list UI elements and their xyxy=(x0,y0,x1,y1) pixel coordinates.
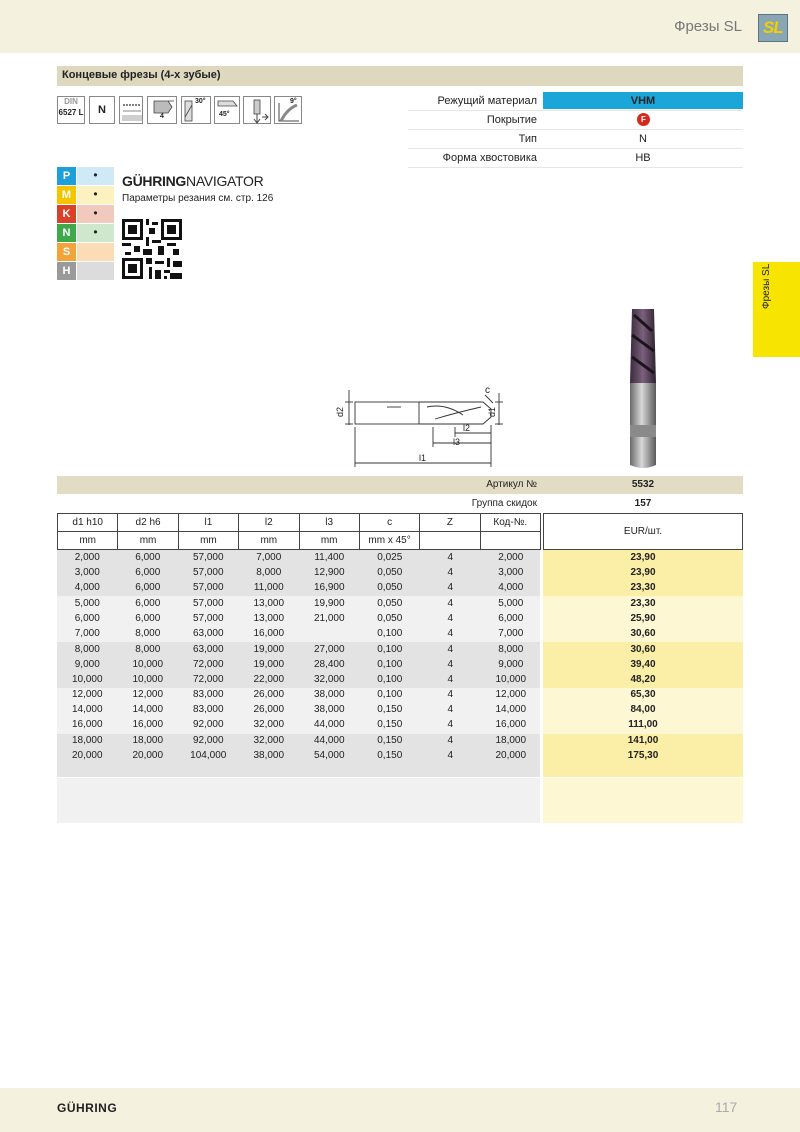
table-cell: 5,000 xyxy=(498,598,524,609)
type-value: N xyxy=(639,133,647,145)
table-cell: 44,000 xyxy=(313,719,345,730)
table-cell: 8,000 xyxy=(135,644,161,655)
footer-bar xyxy=(0,1088,800,1132)
material-suitability xyxy=(77,262,114,280)
table-cell: 38,000 xyxy=(253,750,285,761)
label-l2: l2 xyxy=(463,423,471,433)
unit-cell: mm xyxy=(239,532,299,550)
price-cell: 111,00 xyxy=(628,719,658,730)
table-cell: 0,050 xyxy=(377,582,403,593)
ramp-angle-label: 9° xyxy=(290,98,297,105)
price-cell: 65,30 xyxy=(630,689,656,700)
material-suitability: • xyxy=(77,167,114,185)
table-cell: 4 xyxy=(447,644,454,655)
unit-cell xyxy=(480,532,540,550)
section-title: Концевые фрезы (4-х зубые) xyxy=(62,69,221,81)
unit-cell: mm xyxy=(299,532,359,550)
side-tab[interactable] xyxy=(753,262,800,357)
page-number: 117 xyxy=(715,1099,738,1115)
label-l1: l1 xyxy=(419,453,427,463)
material-suitability: • xyxy=(77,186,114,204)
table-cell: 14,000 xyxy=(495,704,527,715)
price-cell: 175,30 xyxy=(627,750,659,761)
label-d1: d1 xyxy=(487,406,498,418)
divider xyxy=(408,148,743,149)
discount-group-label: Группа скидок xyxy=(471,498,537,509)
table-cell: 12,000 xyxy=(132,689,164,700)
table-cell: 57,000 xyxy=(192,552,224,563)
table-cell: 4,000 xyxy=(498,582,524,593)
column-header: d1 h10 xyxy=(58,514,118,532)
end-mill-photo xyxy=(626,305,660,475)
table-cell: 14,000 xyxy=(132,704,164,715)
table-cell: 0,100 xyxy=(377,659,403,670)
table-cell: 3,000 xyxy=(74,567,100,578)
cutting-material-value: VHM xyxy=(630,95,656,107)
material-suitability: • xyxy=(77,205,114,223)
table-cell: 6,000 xyxy=(135,552,161,563)
unit-cell: mm x 45° xyxy=(359,532,419,550)
table-cell: 4 xyxy=(447,628,454,639)
unit-cell: mm xyxy=(118,532,178,550)
table-cell: 6,000 xyxy=(135,567,161,578)
material-group-k: K xyxy=(57,205,76,223)
column-header: d2 h6 xyxy=(118,514,178,532)
table-cell: 22,000 xyxy=(253,674,285,685)
header-title: Фрезы SL xyxy=(674,18,742,35)
table-cell: 0,100 xyxy=(377,644,403,655)
table-cell: 72,000 xyxy=(192,659,224,670)
unit-cell xyxy=(420,532,480,550)
table-row xyxy=(57,718,743,733)
table-cell: 6,000 xyxy=(135,582,161,593)
table-cell: 8,000 xyxy=(256,567,282,578)
stock-profile-icon xyxy=(119,96,143,124)
table-cell: 12,000 xyxy=(495,689,527,700)
table-cell: 4 xyxy=(447,552,454,563)
sl-logo xyxy=(758,14,788,42)
divider xyxy=(408,129,743,130)
qr-code-icon[interactable] xyxy=(122,219,182,284)
table-cell: 11,400 xyxy=(314,552,345,563)
table-cell: 9,000 xyxy=(74,659,100,670)
table-cell: 72,000 xyxy=(192,674,224,685)
table-cell: 18,000 xyxy=(495,735,527,746)
table-cell: 26,000 xyxy=(253,689,285,700)
table-cell: 16,000 xyxy=(132,719,164,730)
material-group-h: H xyxy=(57,262,76,280)
table-cell: 4 xyxy=(447,659,454,670)
spec-table-header xyxy=(57,513,541,550)
table-cell: 0,050 xyxy=(377,567,403,578)
table-cell: 4 xyxy=(447,704,454,715)
table-cell: 63,000 xyxy=(192,644,224,655)
table-cell: 8,000 xyxy=(74,644,100,655)
table-cell: 44,000 xyxy=(313,735,345,746)
table-cell: 0,150 xyxy=(377,719,403,730)
din-number: 6527 L xyxy=(58,108,84,117)
type-n-icon: N xyxy=(89,96,115,124)
table-cell: 57,000 xyxy=(192,582,224,593)
table-cell: 10,000 xyxy=(71,674,103,685)
chamfer-icon xyxy=(214,96,240,124)
label-c: c xyxy=(485,385,490,396)
table-cell: 19,900 xyxy=(313,598,345,609)
table-row xyxy=(57,643,743,658)
table-cell: 83,000 xyxy=(192,689,224,700)
navigator-brand: GÜHRING xyxy=(122,173,187,189)
column-header: Z xyxy=(420,514,480,532)
table-cell: 19,000 xyxy=(253,659,285,670)
table-cell: 16,000 xyxy=(253,628,285,639)
table-cell: 16,000 xyxy=(71,719,103,730)
table-cell: 7,000 xyxy=(256,552,282,563)
table-cell: 8,000 xyxy=(498,644,524,655)
table-cell: 6,000 xyxy=(135,598,161,609)
table-cell: 16,900 xyxy=(313,582,345,593)
price-cell: 23,30 xyxy=(630,598,656,609)
row-band xyxy=(57,778,540,823)
table-cell: 6,000 xyxy=(74,613,100,624)
divider xyxy=(408,110,743,111)
table-cell: 26,000 xyxy=(253,704,285,715)
coating-label: Покрытие xyxy=(486,114,537,126)
navigator-suffix: NAVIGATOR xyxy=(186,173,264,189)
column-header: l3 xyxy=(299,514,359,532)
price-cell: 141,00 xyxy=(627,735,659,746)
table-cell: 5,000 xyxy=(74,598,100,609)
flutes-count: 4 xyxy=(160,113,164,120)
price-cell: 23,30 xyxy=(630,582,656,593)
table-cell: 18,000 xyxy=(71,735,103,746)
helix-angle-icon xyxy=(181,96,211,124)
table-cell: 6,000 xyxy=(498,613,524,624)
table-cell: 9,000 xyxy=(498,659,524,670)
sl-logo-text: SL xyxy=(763,18,783,37)
column-header: l1 xyxy=(178,514,238,532)
table-cell: 7,000 xyxy=(74,628,100,639)
material-group-m: M xyxy=(57,186,76,204)
footer-logo: GÜHRING xyxy=(57,1101,118,1115)
table-cell: 2,000 xyxy=(74,552,100,563)
table-cell: 0,100 xyxy=(377,674,403,685)
table-cell: 20,000 xyxy=(71,750,103,761)
table-cell: 7,000 xyxy=(498,628,524,639)
table-cell: 16,000 xyxy=(495,719,527,730)
table-cell: 0,150 xyxy=(377,750,403,761)
price-cell: 23,90 xyxy=(630,567,656,578)
table-cell: 4 xyxy=(447,719,454,730)
table-cell: 19,000 xyxy=(253,644,285,655)
table-cell: 28,400 xyxy=(313,659,345,670)
article-label: Артикул № xyxy=(486,479,537,490)
chamfer-label: 45° xyxy=(219,111,230,118)
ramp-angle-icon xyxy=(274,96,302,124)
price-header: EUR/шт. xyxy=(543,513,743,550)
table-cell: 4 xyxy=(447,613,454,624)
shank-value: HB xyxy=(635,152,651,164)
table-cell: 57,000 xyxy=(192,567,224,578)
table-cell: 20,000 xyxy=(132,750,164,761)
table-cell: 57,000 xyxy=(192,598,224,609)
helix-angle-label: 30° xyxy=(195,98,206,105)
table-row xyxy=(57,673,743,688)
table-row xyxy=(57,749,743,764)
table-cell: 32,000 xyxy=(253,719,285,730)
table-cell: 12,000 xyxy=(71,689,103,700)
material-suitability xyxy=(77,243,114,261)
table-cell: 10,000 xyxy=(495,674,527,685)
table-cell: 92,000 xyxy=(192,719,224,730)
shank-label: Форма хвостовика xyxy=(442,152,537,164)
table-row xyxy=(57,551,743,566)
table-cell: 13,000 xyxy=(253,598,285,609)
table-cell: 0,050 xyxy=(377,598,403,609)
table-cell: 8,000 xyxy=(135,628,161,639)
table-cell: 4,000 xyxy=(74,582,100,593)
table-cell: 32,000 xyxy=(253,735,285,746)
table-cell: 104,000 xyxy=(190,750,227,761)
label-d2: d2 xyxy=(335,406,346,418)
table-cell: 0,025 xyxy=(377,552,403,563)
table-cell: 4 xyxy=(447,674,454,685)
table-cell: 4 xyxy=(447,582,454,593)
price-cell: 30,60 xyxy=(630,644,656,655)
table-cell: 0,050 xyxy=(377,613,403,624)
table-cell: 10,000 xyxy=(132,659,164,670)
table-cell: 0,150 xyxy=(377,704,403,715)
table-cell: 6,000 xyxy=(135,613,161,624)
material-group-n: N xyxy=(57,224,76,242)
table-row xyxy=(57,703,743,718)
column-header: Код-№. xyxy=(480,514,540,532)
din-label: DIN xyxy=(64,97,78,106)
table-cell: 21,000 xyxy=(313,613,345,624)
price-band xyxy=(543,778,743,823)
discount-group-value: 157 xyxy=(634,498,652,509)
label-l3: l3 xyxy=(453,437,461,447)
table-cell: 4 xyxy=(447,735,454,746)
cutting-material-label: Режущий материал xyxy=(437,95,537,107)
table-row xyxy=(57,566,743,581)
table-row xyxy=(57,627,743,642)
price-cell: 48,20 xyxy=(630,674,656,685)
navigator-title xyxy=(122,173,263,189)
table-cell: 38,000 xyxy=(313,704,345,715)
dimension-drawing xyxy=(335,385,515,475)
navigator-subtitle: Параметры резания см. стр. 126 xyxy=(122,193,274,204)
unit-cell: mm xyxy=(58,532,118,550)
table-cell: 0,100 xyxy=(377,689,403,700)
table-cell: 57,000 xyxy=(192,613,224,624)
side-tab-label: Фрезы SL xyxy=(761,263,772,309)
table-cell: 10,000 xyxy=(132,674,164,685)
table-row xyxy=(57,581,743,596)
table-cell: 4 xyxy=(447,567,454,578)
price-cell: 23,90 xyxy=(630,552,656,563)
material-group-p: P xyxy=(57,167,76,185)
column-header: l2 xyxy=(239,514,299,532)
price-cell: 39,40 xyxy=(630,659,656,670)
material-group-s: S xyxy=(57,243,76,261)
table-row xyxy=(57,688,743,703)
table-cell: 20,000 xyxy=(495,750,527,761)
price-cell: 84,00 xyxy=(630,704,656,715)
table-cell: 32,000 xyxy=(313,674,345,685)
material-suitability: • xyxy=(77,224,114,242)
table-cell: 11,000 xyxy=(253,582,284,593)
table-row xyxy=(57,612,743,627)
table-row xyxy=(57,597,743,612)
table-cell: 18,000 xyxy=(132,735,164,746)
table-cell: 0,150 xyxy=(377,735,403,746)
plunge-icon xyxy=(243,96,271,124)
table-cell: 63,000 xyxy=(192,628,224,639)
divider xyxy=(408,167,743,168)
table-cell: 3,000 xyxy=(498,567,524,578)
unit-cell: mm xyxy=(178,532,238,550)
type-label: Тип xyxy=(518,133,537,145)
table-cell: 2,000 xyxy=(498,552,524,563)
table-cell: 27,000 xyxy=(313,644,345,655)
coating-badge: F xyxy=(637,113,650,126)
article-number: 5532 xyxy=(631,479,655,490)
din-standard-icon xyxy=(57,96,85,124)
table-cell: 4 xyxy=(447,598,454,609)
table-cell: 13,000 xyxy=(253,613,285,624)
column-header: c xyxy=(359,514,419,532)
table-row xyxy=(57,658,743,673)
price-cell: 25,90 xyxy=(630,613,656,624)
price-cell: 30,60 xyxy=(630,628,656,639)
flutes-icon xyxy=(147,96,177,124)
table-cell: 83,000 xyxy=(192,704,224,715)
table-cell: 4 xyxy=(447,750,454,761)
table-cell: 4 xyxy=(447,689,454,700)
table-row xyxy=(57,734,743,749)
table-cell: 0,100 xyxy=(377,628,403,639)
table-cell: 38,000 xyxy=(313,689,345,700)
table-cell: 14,000 xyxy=(71,704,103,715)
table-cell: 92,000 xyxy=(192,735,224,746)
table-cell: 54,000 xyxy=(313,750,345,761)
table-cell: 12,900 xyxy=(313,567,345,578)
